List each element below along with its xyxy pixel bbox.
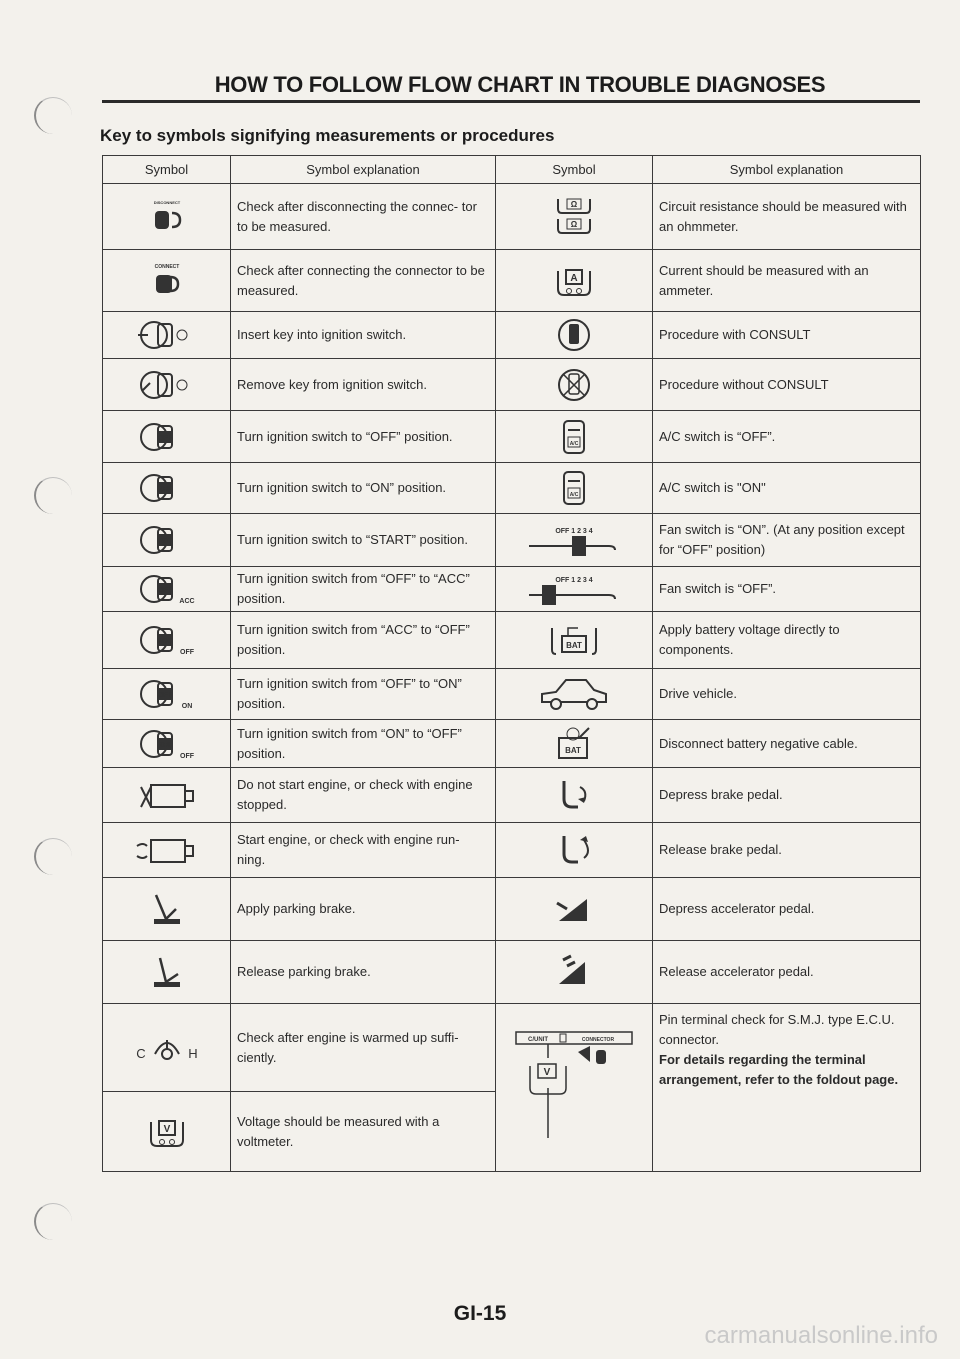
symbol-cell (103, 1004, 231, 1092)
explanation-cell: Current should be measured with an ammeter. (653, 250, 921, 312)
table-row (103, 768, 921, 823)
consult-icon (554, 326, 594, 341)
symbol-cell (103, 250, 231, 312)
brake-release-icon (554, 841, 594, 856)
svg-text:Ω: Ω (570, 219, 578, 229)
engine-warm-icon (127, 1039, 207, 1061)
battery-disconnect-icon (549, 735, 599, 755)
svg-text:ST: ST (160, 538, 169, 545)
ignition-off-acc-icon (132, 580, 202, 605)
accel-depress-icon (549, 900, 599, 915)
svg-text:OFF: OFF (179, 649, 194, 656)
explanation-cell: Drive vehicle. (653, 669, 921, 720)
ohmmeter-icon (552, 199, 596, 229)
symbol-cell (103, 514, 231, 567)
svg-text:C: C (135, 1045, 146, 1061)
watermark: carmanualsonline.info (704, 1322, 938, 1349)
svg-text:BAT: BAT (566, 641, 582, 650)
svg-text:OFF: OFF (157, 587, 172, 594)
brake-depress-icon (554, 786, 594, 801)
no-consult-icon (554, 376, 594, 391)
pin-check-text: Pin terminal check for S.M.J. type E.C.U. connector. (659, 1012, 895, 1047)
ac-on-icon (559, 479, 589, 498)
explanation-cell: Remove key from ignition switch. (231, 359, 496, 411)
binder-hole (34, 838, 72, 875)
ignition-on-off-icon (132, 735, 202, 760)
explanation-cell: Release brake pedal. (653, 823, 921, 878)
explanation-cell: Turn ignition switch to “START” position. (231, 514, 496, 567)
table-row (103, 1004, 921, 1092)
explanation-cell: Do not start engine, or check with engine stopped. (231, 768, 496, 823)
svg-text:A: A (570, 272, 578, 284)
symbol-cell (496, 184, 653, 250)
symbol-cell (103, 720, 231, 768)
svg-text:OFF: OFF (179, 752, 194, 760)
explanation-cell: Turn ignition switch from “ACC” to “OFF” position. (231, 612, 496, 669)
svg-text:ON: ON (181, 703, 192, 710)
svg-text:A/C: A/C (569, 440, 579, 447)
ignition-on-icon (132, 479, 202, 494)
symbol-cell (103, 184, 231, 250)
svg-text:Ω: Ω (570, 199, 578, 209)
ignition-off-icon (132, 428, 202, 443)
explanation-cell (653, 1004, 921, 1172)
table-row (103, 250, 921, 312)
symbol-cell (103, 941, 231, 1004)
title-rule (102, 100, 920, 103)
column-header: Symbol (103, 156, 231, 184)
ignition-off-on-icon (132, 685, 202, 710)
pin-terminal-icon (514, 1036, 634, 1094)
binder-hole (34, 1203, 72, 1240)
explanation-cell: Voltage should be measured with a voltmeter. (231, 1092, 496, 1172)
table-row (103, 720, 921, 768)
fan-on-icon (509, 528, 639, 546)
symbol-cell (496, 1004, 653, 1172)
explanation-cell: Turn ignition switch from “OFF” to “ON” position. (231, 669, 496, 720)
symbol-cell (103, 567, 231, 612)
explanation-cell: A/C switch is "ON" (653, 463, 921, 514)
column-header: Symbol explanation (231, 156, 496, 184)
connect-icon (142, 263, 192, 287)
svg-text:ON: ON (159, 741, 170, 749)
symbol-cell (496, 768, 653, 823)
table-row (103, 463, 921, 514)
symbol-cell (496, 823, 653, 878)
ignition-start-icon (132, 531, 202, 546)
svg-text:V: V (163, 1123, 170, 1135)
symbol-cell (103, 359, 231, 411)
svg-text:CONNECTOR: CONNECTOR (581, 1036, 615, 1043)
table-row (103, 312, 921, 359)
explanation-cell: Turn ignition switch to “OFF” position. (231, 411, 496, 463)
symbol-cell (103, 878, 231, 941)
explanation-cell: Insert key into ignition switch. (231, 312, 496, 359)
table-row (103, 567, 921, 612)
binder-hole (34, 97, 72, 134)
table-row (103, 878, 921, 941)
symbol-cell (496, 669, 653, 720)
voltmeter-icon (145, 1123, 189, 1138)
explanation-cell: Release accelerator pedal. (653, 941, 921, 1004)
table-row (103, 823, 921, 878)
symbol-cell (103, 768, 231, 823)
symbol-cell (103, 669, 231, 720)
symbol-cell (496, 312, 653, 359)
page-number: GI-15 (453, 1302, 507, 1325)
explanation-cell: Check after engine is warmed up suffi- ciently. (231, 1004, 496, 1092)
symbol-cell (103, 612, 231, 669)
table-row (103, 514, 921, 567)
battery-voltage-icon (544, 631, 604, 650)
binder-hole (34, 477, 72, 514)
explanation-cell: Release parking brake. (231, 941, 496, 1004)
explanation-cell: Procedure with CONSULT (653, 312, 921, 359)
svg-text:A/C: A/C (569, 492, 579, 498)
accel-release-icon (549, 963, 599, 978)
key-remove-icon (132, 376, 202, 391)
svg-text:OFF 1 2 3 4: OFF 1 2 3 4 (555, 528, 593, 535)
symbol-cell (496, 612, 653, 669)
symbol-cell (103, 463, 231, 514)
ac-off-icon (559, 428, 589, 447)
svg-text:ACC: ACC (156, 638, 173, 645)
disconnect-icon (142, 199, 192, 223)
column-header: Symbol (496, 156, 653, 184)
ammeter-icon (552, 272, 596, 287)
key-insert-icon (132, 326, 202, 341)
svg-text:ON: ON (159, 486, 170, 493)
explanation-cell: Disconnect battery negative cable. (653, 720, 921, 768)
explanation-cell: Depress brake pedal. (653, 768, 921, 823)
table-row (103, 411, 921, 463)
page-title: HOW TO FOLLOW FLOW CHART IN TROUBLE DIAGNOSES (214, 72, 826, 97)
explanation-cell: Turn ignition switch from “OFF” to “ACC” position. (231, 567, 496, 612)
ignition-acc-off-icon (132, 631, 202, 656)
explanation-cell: Turn ignition switch from “ON” to “OFF” position. (231, 720, 496, 768)
drive-vehicle-icon (534, 685, 614, 700)
svg-text:BAT: BAT (565, 745, 581, 755)
symbol-cell (496, 359, 653, 411)
section-subtitle: Key to symbols signifying measurements or procedures (100, 126, 555, 145)
explanation-cell: Circuit resistance should be measured with an ohmmeter. (653, 184, 921, 250)
parking-brake-apply-icon (142, 900, 192, 915)
fan-off-icon (509, 577, 639, 595)
explanation-cell: Fan switch is “ON”. (At any position except for “OFF” position) (653, 514, 921, 567)
table-row (103, 669, 921, 720)
explanation-cell: Procedure without CONSULT (653, 359, 921, 411)
table-row (103, 184, 921, 250)
symbol-cell (496, 514, 653, 567)
symbol-cell (103, 411, 231, 463)
symbol-cell (496, 411, 653, 463)
engine-running-icon (127, 841, 207, 856)
symbol-cell (496, 463, 653, 514)
engine-stopped-icon (127, 786, 207, 801)
symbol-cell (496, 878, 653, 941)
svg-text:OFF: OFF (157, 692, 172, 699)
symbol-cell (103, 312, 231, 359)
svg-text:OFF: OFF (157, 434, 172, 442)
symbol-table (102, 155, 921, 1172)
svg-text:H: H (187, 1045, 198, 1061)
symbol-cell (496, 720, 653, 768)
table-row (103, 941, 921, 1004)
explanation-cell: Fan switch is “OFF”. (653, 567, 921, 612)
svg-text:DISCONNECT: DISCONNECT (153, 199, 180, 205)
symbol-cell (496, 567, 653, 612)
symbol-cell (103, 1092, 231, 1172)
explanation-cell: Turn ignition switch to “ON” position. (231, 463, 496, 514)
explanation-cell: Apply parking brake. (231, 878, 496, 941)
svg-text:CONNECT: CONNECT (154, 263, 179, 270)
column-header: Symbol explanation (653, 156, 921, 184)
svg-text:C/UNIT: C/UNIT (528, 1036, 548, 1043)
svg-text:V: V (543, 1066, 551, 1078)
parking-brake-release-icon (142, 963, 192, 978)
explanation-cell: Start engine, or check with engine run- ning. (231, 823, 496, 878)
table-row (103, 612, 921, 669)
pin-check-note: For details regarding the terminal arrangement, refer to the foldout page. (659, 1052, 899, 1087)
svg-text:ACC: ACC (178, 598, 195, 605)
table-header-row (103, 156, 921, 184)
explanation-cell: Apply battery voltage directly to components. (653, 612, 921, 669)
symbol-cell (496, 250, 653, 312)
symbol-cell (496, 941, 653, 1004)
symbol-cell (103, 823, 231, 878)
svg-text:OFF 1 2 3 4: OFF 1 2 3 4 (555, 577, 593, 584)
table-row (103, 359, 921, 411)
explanation-cell: Check after disconnecting the connec- tor to be measured. (231, 184, 496, 250)
explanation-cell: A/C switch is “OFF”. (653, 411, 921, 463)
explanation-cell: Depress accelerator pedal. (653, 878, 921, 941)
explanation-cell: Check after connecting the connector to be measured. (231, 250, 496, 312)
